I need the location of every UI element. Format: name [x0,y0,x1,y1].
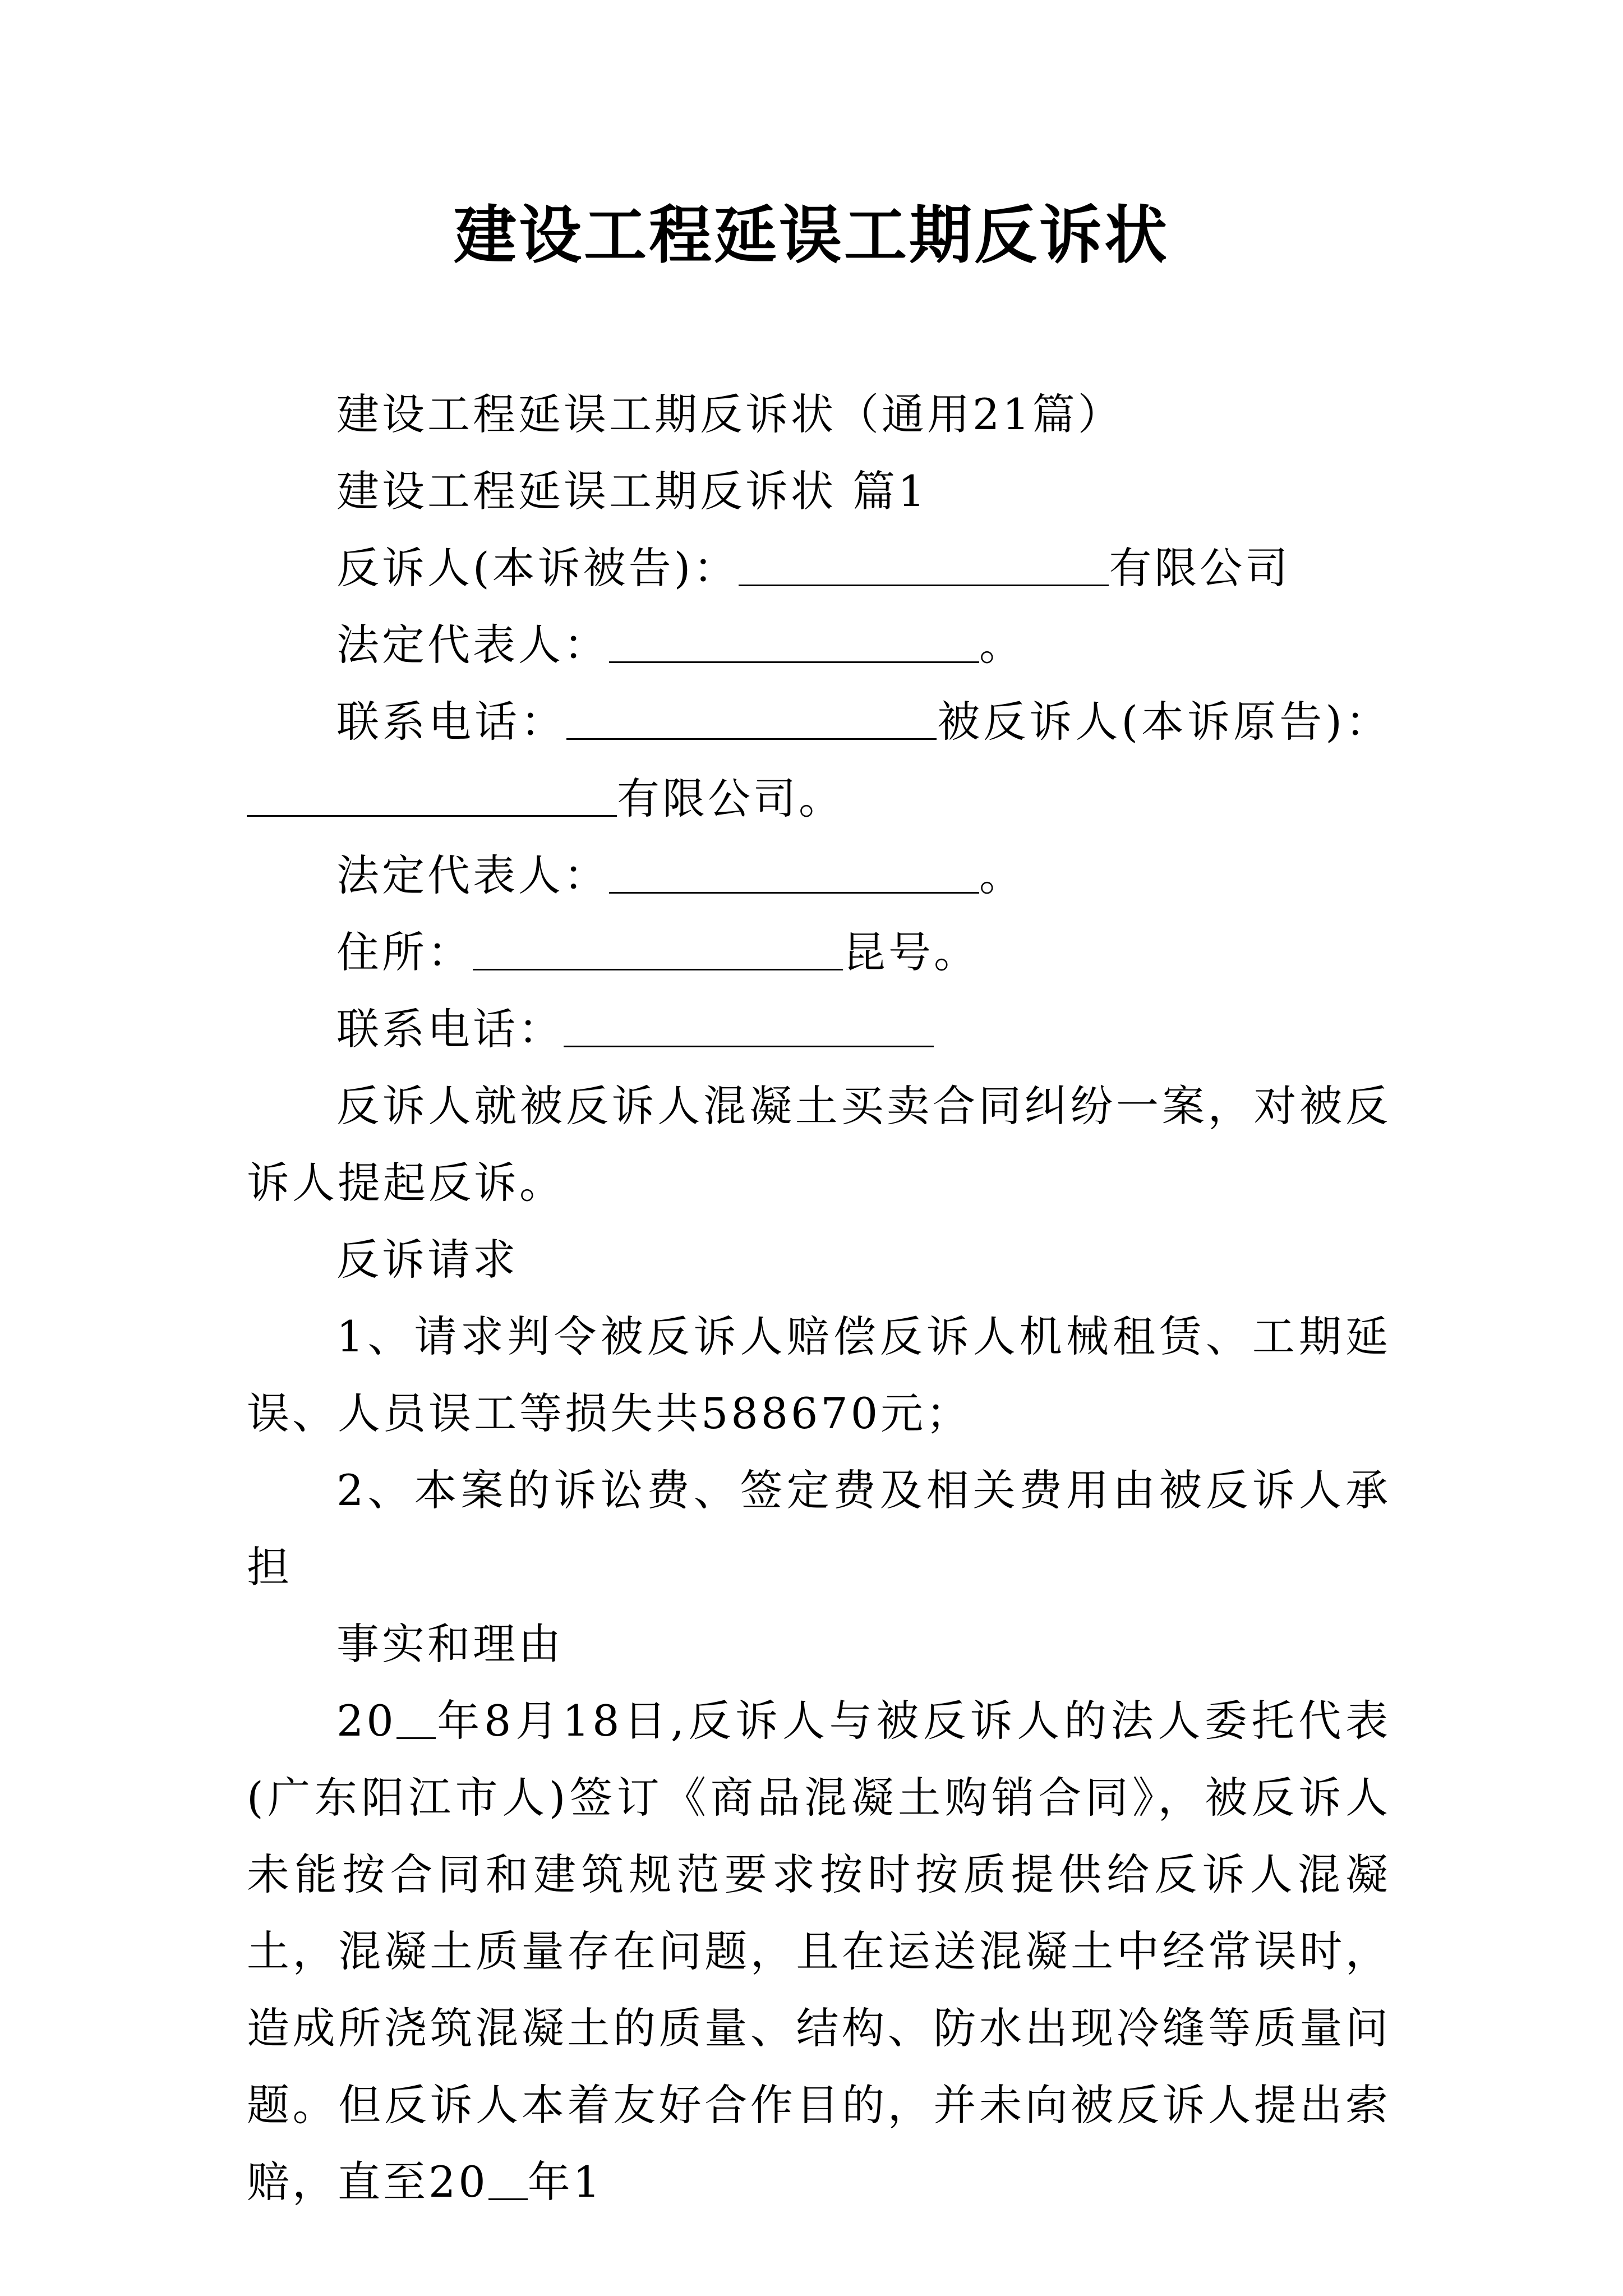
blank-underline [609,853,979,894]
counter-defendant-label: 被反诉人(本诉原告)： [937,697,1391,747]
document-title: 建设工程延误工期反诉状 [454,199,1169,272]
claim-item-1: 1、请求判令被反诉人赔偿反诉人机械租赁、工期延误、人员误工等损失共588670元； [247,1312,1391,1438]
claim-item-2: 2、本案的诉讼费、签定费及相关费用由被反诉人承担 [247,1465,1391,1592]
section-text: 建设工程延误工期反诉状 篇1 [336,466,928,516]
address-line [247,914,1391,991]
phone-label: 联系电话： [336,1004,564,1054]
blank-underline [247,776,617,817]
facts-body: 年8月18日,反诉人与被反诉人的法人委托代表(广东阳江市人)签订《商品混凝土购销合同》，被反诉人未能按合同和建筑规范要求按时按质提供给反诉人混凝土，混凝土质量存在问题，且在运送混凝土中经常误时，造成所浇筑混凝土的质量、结构、防水出现冷缝等质量问题。但反诉人本着友好合作目的，并未向被反诉人提出索赔，直至20 [247,1696,1391,2207]
counter-plaintiff-label: 反诉人(本诉被告)： [336,543,739,593]
legal-rep-line-1 [247,606,1391,683]
phone-line-2 [247,991,1391,1068]
blank-underline [396,1698,436,1739]
facts-paragraph [247,1682,1391,2220]
legal-rep-suffix: 。 [979,620,1025,670]
document-body [247,376,1391,2220]
legal-rep-label: 法定代表人： [336,620,609,670]
section-line [247,453,1391,530]
blank-underline [564,1006,934,1047]
blank-underline [739,545,1109,586]
address-label: 住所： [336,927,473,977]
facts-heading: 事实和理由 [336,1619,564,1669]
facts-prefix: 20 [336,1696,396,1746]
facts-tail: 年1 [527,2157,603,2207]
counter-plaintiff-line [247,530,1391,606]
subtitle-line [247,376,1391,453]
subtitle-text: 建设工程延误工期反诉状（通用21篇） [336,389,1123,439]
intro-paragraph: 反诉人就被反诉人混凝土买卖合同纠纷一案，对被反诉人提起反诉。 [247,1081,1391,1208]
phone-and-counter-defendant-line [247,683,1391,837]
phone-label: 联系电话： [336,697,567,747]
legal-rep-suffix: 。 [979,850,1025,900]
counter-defendant-suffix: 有限公司。 [617,774,844,823]
blank-underline [609,622,979,663]
blank-underline [473,930,843,970]
blank-underline [488,2159,528,2200]
legal-rep-label: 法定代表人： [336,850,609,900]
claims-heading: 反诉请求 [336,1235,518,1285]
address-suffix: 昆号。 [843,927,979,977]
legal-rep-line-2 [247,837,1391,914]
counter-plaintiff-suffix: 有限公司 [1109,543,1291,593]
blank-underline [566,699,937,740]
